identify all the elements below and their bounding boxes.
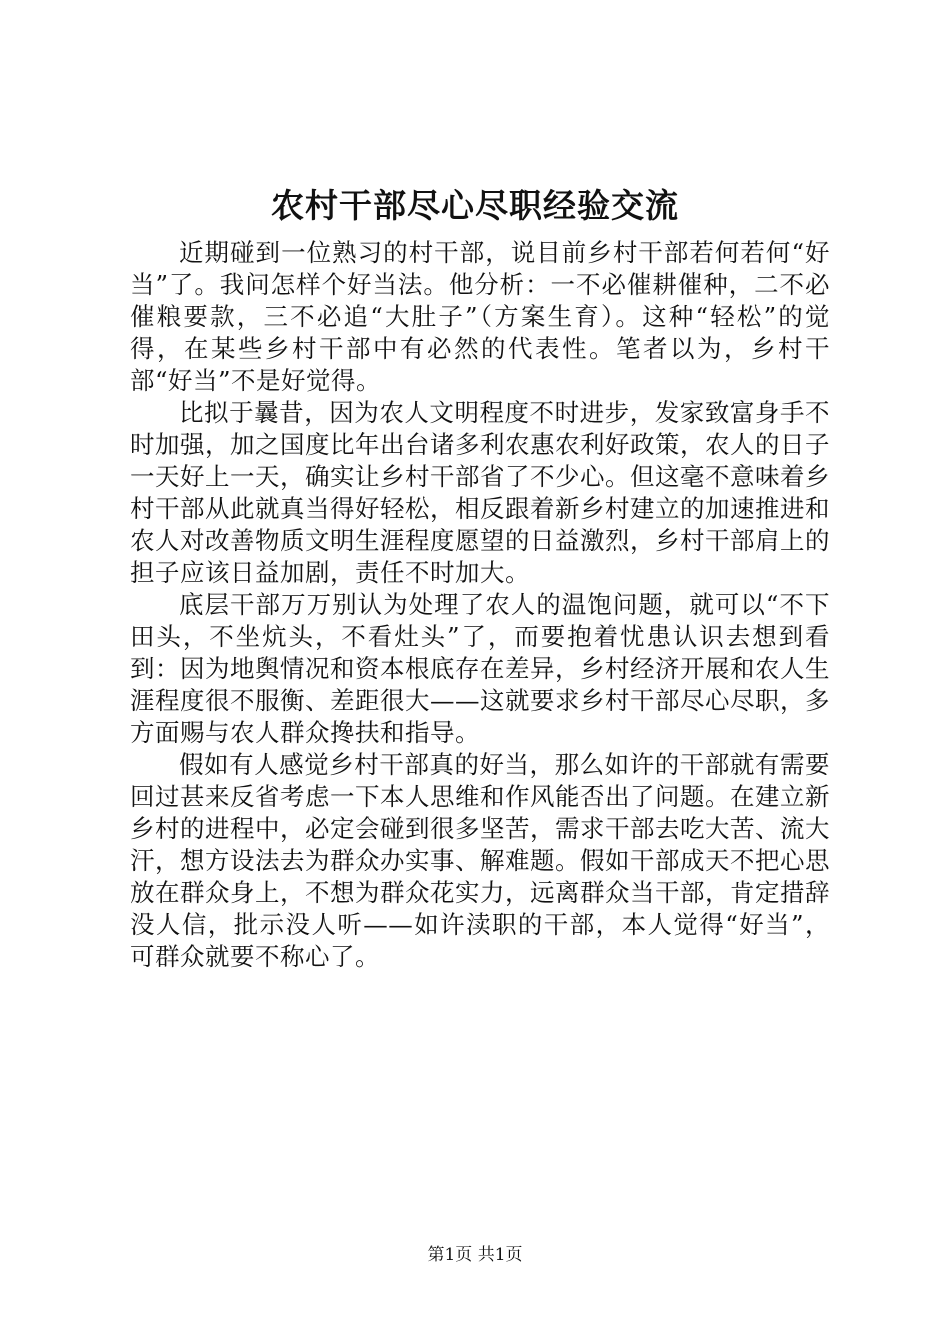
paragraph: 假如有人感觉乡村干部真的好当，那么如许的干部就有需要回过甚来反省考虑一下本人思维和作风能否出了问题。在建立新乡村的进程中，必定会碰到很多坚苦，需求干部去吃大苦、流大汗，想方设法去为群众办实事、解难题。假如干部成天不把心思放在群众身上，不想为群众花实力，远离群众当干部，肯定措辞没人信，批示没人听——如许渎职的干部，本人觉得“好当”，可群众就要不称心了。 — [130, 750, 830, 971]
paragraph: 比拟于曩昔，因为农人文明程度不时进步，发家致富身手不时加强，加之国度比年出台诸多利农惠农利好政策，农人的日子一天好上一天，确实让乡村干部省了不少心。但这毫不意味着乡村干部从此就真当得好轻松，相反跟着新乡村建立的加速推进和农人对改善物质文明生涯程度愿望的日益激烈，乡村干部肩上的担子应该日益加剧，责任不时加大。 — [130, 398, 830, 587]
paragraph: 近期碰到一位熟习的村干部，说目前乡村干部若何若何“好当”了。我问怎样个好当法。他分析：一不必催耕催种，二不必催粮要款，三不必追“大肚子”（方案生育）。这种“轻松”的觉得，在某些乡村干部中有必然的代表性。笔者以为，乡村干部“好当”不是好觉得。 — [130, 238, 830, 395]
page-footer: 第1页 共1页 — [427, 1245, 523, 1265]
document-title: 农村干部尽心尽职经验交流 — [271, 186, 679, 225]
paragraph: 底层干部万万别认为处理了农人的温饱问题，就可以“不下田头，不坐炕头，不看灶头”了，而要抱着忧患认识去想到看到：因为地舆情况和资本根底存在差异，乡村经济开展和农人生涯程度很不服衡、差距很大——这就要求乡村干部尽心尽职，多方面赐与农人群众搀扶和指导。 — [130, 590, 830, 747]
document-body — [130, 237, 830, 973]
